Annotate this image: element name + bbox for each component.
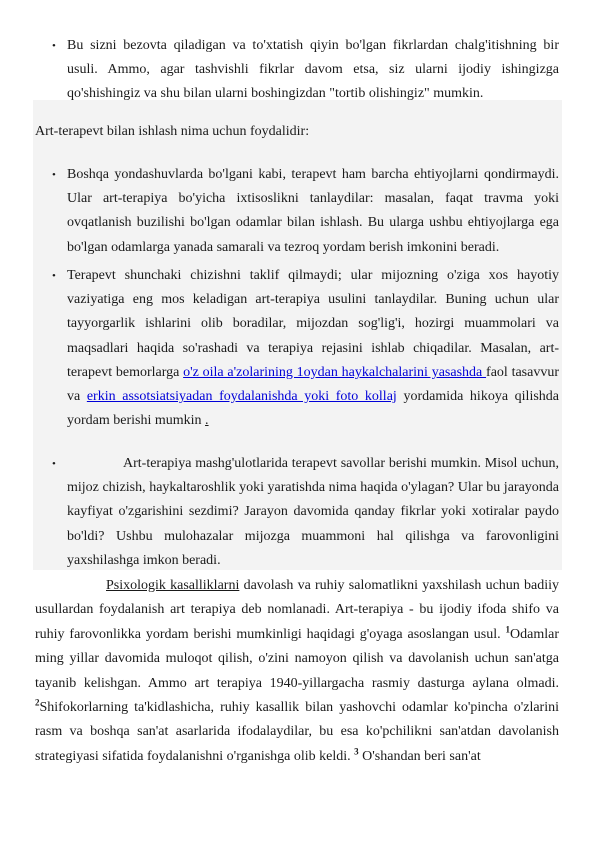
collage-link[interactable]: erkin assotsiatsiyadan foydalanishda yoki foto kollaj xyxy=(86,389,397,405)
paragraph-text: O'shandan beri san'at xyxy=(358,748,481,764)
footnote-ref[interactable]: 3 xyxy=(354,746,359,757)
paragraph-text: davolash va ruhiy salomatlikni yaxshilash uchun badiiy usullardan foydalanish art terapiya deb nomlanadi. Art-terapiya - bu ijodiy ifoda shifo va ruhiy farovonlikka yordam berishi mumkinligi haqidagi g'oyaga asoslangan usul. xyxy=(35,578,559,642)
figurine-link[interactable]: o'z oila a'zolarining 1oydan haykalchalarini yasashda xyxy=(183,364,487,380)
footnote-ref[interactable]: 1 xyxy=(505,624,511,635)
psychological-illness-link[interactable]: Psixologik kasalliklarni xyxy=(106,578,240,593)
bullet-icon: • xyxy=(52,270,56,282)
list-item: Bu sizni bezovta qiladigan va to'xtatish qiyin bo'lgan fikrlardan chalg'itishning bir usuli. Ammo, agar tashvishli fikrlar davom etsa, siz ularni ijodiy ishingizga qo'shishingiz va shu bilan ularni boshingizdan "tortib olishingiz" mumkin. xyxy=(67,38,559,102)
list-item xyxy=(67,264,559,433)
paragraph-text: Shifokorlarning ta'kidlashicha, ruhiy kasallik bilan yashovchi odamlar ko'pincha o'zlarini rasm va boshqa san'at asarlarida ifodalaydilar, bu esa ko'pchilikni san'atdan davolanish strategiyasi sifatida foydalanishni o'rganishga olib keldi. xyxy=(35,700,559,764)
list-item-text: yordamida hikoya qilishda yordam berishi mumkin xyxy=(67,389,559,429)
trailing-link[interactable]: . xyxy=(205,413,209,429)
list-item: Boshqa yondashuvlarda bo'lgani kabi, terapevt ham barcha ehtiyojlarni qondirmaydi. Ular art-terapiya bo'yicha ixtisoslikni tanlaydilar: masalan, faqat travma yoki ovqatlanish buzilishi bo'lgan odamlar bilan ishlash. Bu ularga ushbu ehtiyojlarga ega bo'lgan odamlarga yanada samarali va tezroq yordam berish imkonini beradi. xyxy=(67,167,559,255)
list-item-text: Terapevt shunchaki chizishni taklif qilmaydi; ular mijozning o'ziga xos hayotiy vaziyatiga eng mos keladigan art-terapiya usulini tanlaydilar. Buning uchun ular tayyorgarlik ishlarini olib boradilar, mijozdan sog'lig'i, hozirgi muammolari va maqsadlari haqida so'rashadi va terapiya rejasini ishlab chiqadilar. Masalan, art-terapevt bemorlarga xyxy=(67,268,559,380)
bullet-icon: • xyxy=(52,458,56,470)
bullet-icon: • xyxy=(52,40,56,52)
bullet-icon: • xyxy=(52,169,56,181)
section-heading: Art-terapevt bilan ishlash nima uchun foydalidir: xyxy=(35,124,310,139)
paragraph-text: Odamlar ming yillar davomida muloqot qilish, o'zini namoyon qilish va davolanish uchun san'atga tayanib kelishgan. Ammo art terapiya 1940-yillargacha rasmiy dasturga aylana olmadi. xyxy=(35,626,560,691)
list-item-text: faol tasavvur va xyxy=(67,364,559,405)
body-paragraph xyxy=(35,574,559,769)
footnote-ref[interactable]: 2 xyxy=(35,697,40,708)
list-item: Art-terapiya mashg'ulotlarida terapevt savollar berishi mumkin. Misol uchun, mijoz chizish, haykaltaroshlik yoki yaratishda nima haqida o'ylagan? Ular bu jarayonda kayfiyat o'zgarishini sezdimi? Jarayon davomida qanday fikrlar yoki xotiralar paydo bo'ldi? Ushbu mulohazalar mijozga muammoni hal qilishga va farovonligini yaxshilashga imkon beradi. xyxy=(67,456,559,568)
